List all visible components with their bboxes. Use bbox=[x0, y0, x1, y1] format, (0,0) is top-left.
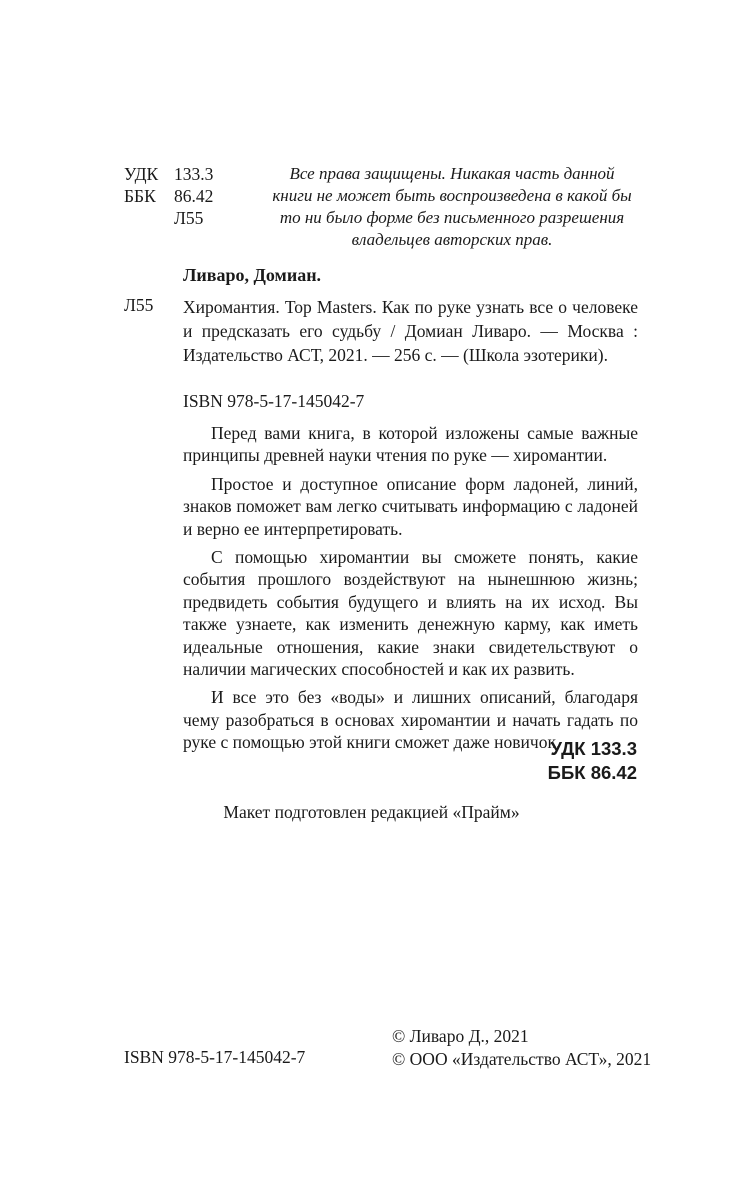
author-heading: Ливаро, Домиан. bbox=[183, 265, 322, 285]
isbn-main: ISBN 978-5-17-145042-7 bbox=[183, 391, 365, 411]
isbn-footer: ISBN 978-5-17-145042-7 bbox=[124, 1047, 306, 1067]
classification-block-top bbox=[124, 163, 213, 229]
author-mark: Л55 bbox=[174, 208, 204, 228]
annotation-paragraph: Перед вами книга, в которой изложены самые важные принципы древней науки чтения по руке — хиромантии. bbox=[183, 423, 638, 466]
copyright-block bbox=[392, 1025, 651, 1071]
annotation-paragraph: Простое и доступное описание форм ладоней, линий, знаков поможет вам легко считывать информацию с ладоней и верно ее интерпретировать. bbox=[183, 473, 638, 539]
copyright-publisher: © ООО «Издательство АСТ», 2021 bbox=[392, 1049, 652, 1069]
udk-label: УДК bbox=[124, 164, 159, 184]
rights-notice: Все права защищены. Никакая часть данной книги не может быть воспроизведена в какой бы то ни было форме без письменного разрешения владельцев авторских прав. bbox=[272, 164, 632, 249]
udk-row bbox=[124, 163, 213, 185]
bibliographic-record-text: Хиромантия. Top Masters. Как по руке узнать все о человеке и предсказать его судьбу / Домиан Ливаро. — Москва : Издательство АСТ, 2021. — 256 с. — (Школа эзотерики). bbox=[183, 297, 638, 365]
copyright-author: © Ливаро Д., 2021 bbox=[392, 1026, 529, 1046]
udk-bottom: УДК 133.3 bbox=[550, 738, 637, 759]
bbk-value: 86.42 bbox=[174, 186, 214, 206]
annotation-paragraph: И все это без «воды» и лишних описаний, благодаря чему разобраться в основах хиромантии и начать гадать по руке с помощью этой книги сможет даже новичок. bbox=[183, 687, 638, 753]
bbk-bottom: ББК 86.42 bbox=[547, 762, 637, 783]
author-mark-left: Л55 bbox=[124, 295, 154, 315]
author-mark-row bbox=[124, 207, 213, 229]
udk-value: 133.3 bbox=[174, 164, 214, 184]
layout-credit: Макет подготовлен редакцией «Прайм» bbox=[223, 802, 520, 822]
classification-block-bottom bbox=[548, 737, 637, 785]
annotation-paragraph: С помощью хиромантии вы сможете понять, какие события прошлого воздействуют на нынешнюю жизнь; предвидеть события будущего и влиять на их исход. Вы также узнаете, как изменить денежную карму, как иметь идеальные отношения, какие знаки свидетельствуют о наличии магических способностей и как их развить. bbox=[183, 547, 638, 680]
bbk-label: ББК bbox=[124, 186, 156, 206]
annotation bbox=[183, 422, 638, 760]
bibliographic-record bbox=[183, 295, 638, 367]
bbk-row bbox=[124, 185, 213, 207]
